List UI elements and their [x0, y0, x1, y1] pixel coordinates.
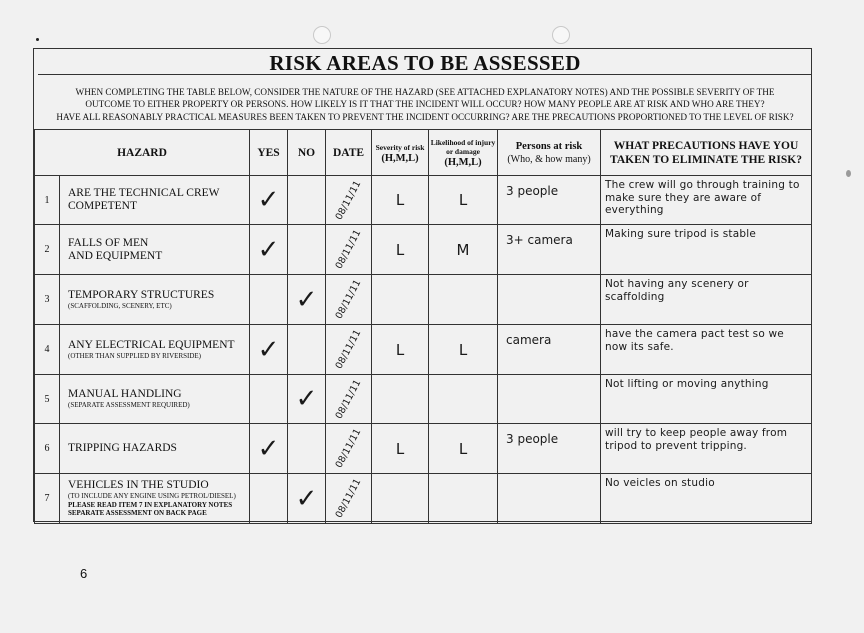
yes-cell[interactable]	[250, 225, 288, 275]
likelihood-value: L	[458, 439, 468, 458]
row-number: 3	[35, 275, 60, 325]
header-severity-label: Severity of risk	[375, 142, 425, 152]
date-value: 08/11/11	[333, 377, 364, 421]
date-cell[interactable]	[326, 474, 372, 524]
persons-value: 3+ camera	[506, 233, 573, 247]
severity-cell[interactable]	[372, 375, 429, 424]
hazard-title: ARE THE TECHNICAL CREW	[68, 187, 220, 199]
no-cell[interactable]	[288, 474, 326, 524]
page-smudge	[846, 170, 851, 177]
header-date: DATE	[326, 130, 372, 176]
header-likelihood	[429, 130, 498, 176]
persons-value: 3 people	[506, 184, 559, 198]
hazard-title-line2: COMPETENT	[68, 200, 137, 212]
likelihood-cell[interactable]	[429, 474, 498, 524]
date-cell[interactable]	[326, 325, 372, 375]
no-cell[interactable]	[288, 275, 326, 325]
row-number: 7	[35, 474, 60, 524]
row-number: 5	[35, 375, 60, 424]
yes-tick: ✓	[257, 433, 280, 464]
precautions-value: Not lifting or moving anything	[605, 378, 769, 390]
persons-cell[interactable]	[498, 325, 601, 375]
persons-cell[interactable]	[498, 176, 601, 225]
header-no: NO	[288, 130, 326, 176]
no-cell[interactable]	[288, 325, 326, 375]
persons-value: camera	[506, 333, 552, 347]
table-row	[35, 275, 812, 325]
no-cell[interactable]	[288, 176, 326, 225]
precautions-value: No veicles on studio	[605, 477, 715, 489]
no-cell[interactable]	[288, 424, 326, 474]
header-yes: YES	[250, 130, 288, 176]
hazard-note-2: PLEASE READ ITEM 7 IN EXPLANATORY NOTES	[68, 500, 233, 509]
hazard-note: (TO INCLUDE ANY ENGINE USING PETROL/DIESEL)	[68, 492, 236, 501]
hazard-cell	[60, 325, 250, 375]
likelihood-cell[interactable]	[429, 325, 498, 375]
header-persons-label: Persons at risk	[515, 140, 583, 152]
date-cell[interactable]	[326, 225, 372, 275]
intro-line-3: HAVE ALL REASONABLY PRACTICAL MEASURES BEEN TAKEN TO PREVENT THE INCIDENT OCCURRING? ARE THE PRECAUTIONS PROPORTIONED TO THE LEVEL OF RISK?	[56, 111, 794, 122]
likelihood-cell[interactable]	[429, 424, 498, 474]
hazard-note-3: SEPARATE ASSESSMENT ON BACK PAGE	[68, 509, 207, 518]
severity-cell[interactable]	[372, 424, 429, 474]
severity-value: L	[395, 240, 405, 259]
row-number: 4	[35, 325, 60, 375]
yes-tick: ✓	[257, 234, 280, 265]
precautions-cell[interactable]	[601, 325, 812, 375]
likelihood-cell[interactable]	[429, 275, 498, 325]
date-cell[interactable]	[326, 275, 372, 325]
severity-value: L	[395, 340, 405, 359]
yes-tick: ✓	[257, 185, 280, 215]
no-cell[interactable]	[288, 375, 326, 424]
hazard-title: MANUAL HANDLING	[68, 388, 182, 401]
precautions-value: will try to keep people away from tripod to prevent tripping.	[605, 427, 788, 452]
persons-cell[interactable]	[498, 375, 601, 424]
hazard-title: TEMPORARY STRUCTURES	[68, 288, 215, 301]
yes-tick: ✓	[257, 334, 280, 365]
likelihood-cell[interactable]	[429, 375, 498, 424]
hazard-cell	[60, 424, 250, 474]
punch-hole-left	[313, 26, 331, 44]
header-precautions: WHAT PRECAUTIONS HAVE YOU TAKEN TO ELIMINATE THE RISK?	[601, 130, 812, 176]
header-severity	[372, 130, 429, 176]
yes-cell[interactable]	[250, 325, 288, 375]
no-tick: ✓	[295, 384, 318, 414]
date-value: 08/11/11	[333, 427, 364, 470]
precautions-cell[interactable]	[601, 225, 812, 275]
no-tick: ✓	[295, 483, 318, 514]
persons-value: 3 people	[506, 432, 559, 446]
header-likelihood-label: Likelihood of injury or damage	[430, 138, 496, 156]
hazard-note: (SCAFFOLDING, SCENERY, ETC)	[68, 301, 172, 310]
date-value: 08/11/11	[333, 477, 364, 520]
table-row	[35, 375, 812, 424]
persons-cell[interactable]	[498, 225, 601, 275]
header-persons	[498, 130, 601, 176]
likelihood-cell[interactable]	[429, 176, 498, 225]
hazard-title: FALLS OF MEN	[68, 236, 149, 249]
intro-line-1: WHEN COMPLETING THE TABLE BELOW, CONSIDER THE NATURE OF THE HAZARD (SEE ATTACHED EXPLANATORY NOTES) AND THE POSSIBLE SEVERITY OF THE	[75, 87, 775, 97]
table-row	[35, 225, 812, 275]
table-row	[35, 424, 812, 474]
yes-cell[interactable]	[250, 176, 288, 225]
hazard-cell	[60, 176, 250, 225]
intro-instructions	[40, 86, 810, 123]
hazard-cell	[60, 275, 250, 325]
precautions-cell[interactable]	[601, 176, 812, 225]
date-value: 08/11/11	[333, 228, 364, 271]
header-severity-scale: (H,M,L)	[381, 152, 419, 164]
date-cell[interactable]	[326, 375, 372, 424]
punch-hole-right	[552, 26, 570, 44]
likelihood-cell[interactable]	[429, 225, 498, 275]
severity-cell[interactable]	[372, 225, 429, 275]
hazard-title: VEHICLES IN THE STUDIO	[68, 479, 209, 492]
title-box	[38, 50, 812, 75]
hazard-cell	[60, 375, 250, 424]
table-row	[35, 474, 812, 524]
hazard-note: (SEPARATE ASSESSMENT REQUIRED)	[68, 401, 190, 410]
hazard-cell	[60, 474, 250, 524]
hazard-note: (OTHER THAN SUPPLIED BY RIVERSIDE)	[68, 351, 201, 360]
persons-cell[interactable]	[498, 424, 601, 474]
severity-value: L	[395, 439, 405, 458]
likelihood-value: L	[458, 191, 468, 209]
date-value: 08/11/11	[333, 278, 364, 321]
severity-cell[interactable]	[372, 275, 429, 325]
date-value: 08/11/11	[333, 178, 364, 222]
hazard-title-line2: AND EQUIPMENT	[68, 249, 163, 262]
page-title: RISK AREAS TO BE ASSESSED	[269, 51, 581, 75]
severity-cell[interactable]	[372, 325, 429, 375]
precautions-value: Making sure tripod is stable	[605, 228, 756, 240]
precautions-value: The crew will go through training to make sure they are aware of everything	[605, 179, 800, 216]
yes-cell[interactable]	[250, 275, 288, 325]
ink-dot	[36, 38, 39, 41]
yes-cell[interactable]	[250, 474, 288, 524]
date-value: 08/11/11	[333, 328, 364, 371]
persons-cell[interactable]	[498, 474, 601, 524]
no-cell[interactable]	[288, 225, 326, 275]
header-row	[35, 130, 812, 176]
header-likelihood-scale: (H,M,L)	[444, 157, 482, 168]
yes-cell[interactable]	[250, 424, 288, 474]
precautions-value: have the camera pact test so we now its safe.	[605, 328, 784, 353]
precautions-cell[interactable]	[601, 424, 812, 474]
page-number: 6	[80, 566, 88, 581]
date-cell[interactable]	[326, 176, 372, 225]
yes-cell[interactable]	[250, 375, 288, 424]
table-row	[35, 325, 812, 375]
precautions-cell[interactable]	[601, 275, 812, 325]
precautions-value: Not having any scenery or scaffolding	[605, 278, 749, 303]
row-number: 6	[35, 424, 60, 474]
hazard-cell	[60, 225, 250, 275]
severity-value: L	[395, 191, 405, 209]
likelihood-value: M	[456, 240, 470, 259]
precautions-cell[interactable]	[601, 375, 812, 424]
persons-cell[interactable]	[498, 275, 601, 325]
header-hazard: HAZARD	[35, 130, 250, 176]
date-cell[interactable]	[326, 424, 372, 474]
hazard-title: ANY ELECTRICAL EQUIPMENT	[68, 338, 235, 351]
likelihood-value: L	[458, 340, 468, 359]
no-tick: ✓	[295, 284, 318, 315]
intro-line-2: OUTCOME TO EITHER PROPERTY OR PERSONS. HOW LIKELY IS IT THAT THE INCIDENT WILL OCCUR? HOW MANY PEOPLE ARE AT RISK AND WHO ARE THEY?	[85, 99, 765, 110]
hazard-title: TRIPPING HAZARDS	[68, 442, 177, 454]
row-number: 1	[35, 176, 60, 225]
severity-cell[interactable]	[372, 176, 429, 225]
precautions-cell[interactable]	[601, 474, 812, 524]
table-row	[35, 176, 812, 225]
row-number: 2	[35, 225, 60, 275]
risk-table	[34, 129, 812, 524]
severity-cell[interactable]	[372, 474, 429, 524]
header-persons-sub: (Who, & how many)	[507, 153, 591, 165]
